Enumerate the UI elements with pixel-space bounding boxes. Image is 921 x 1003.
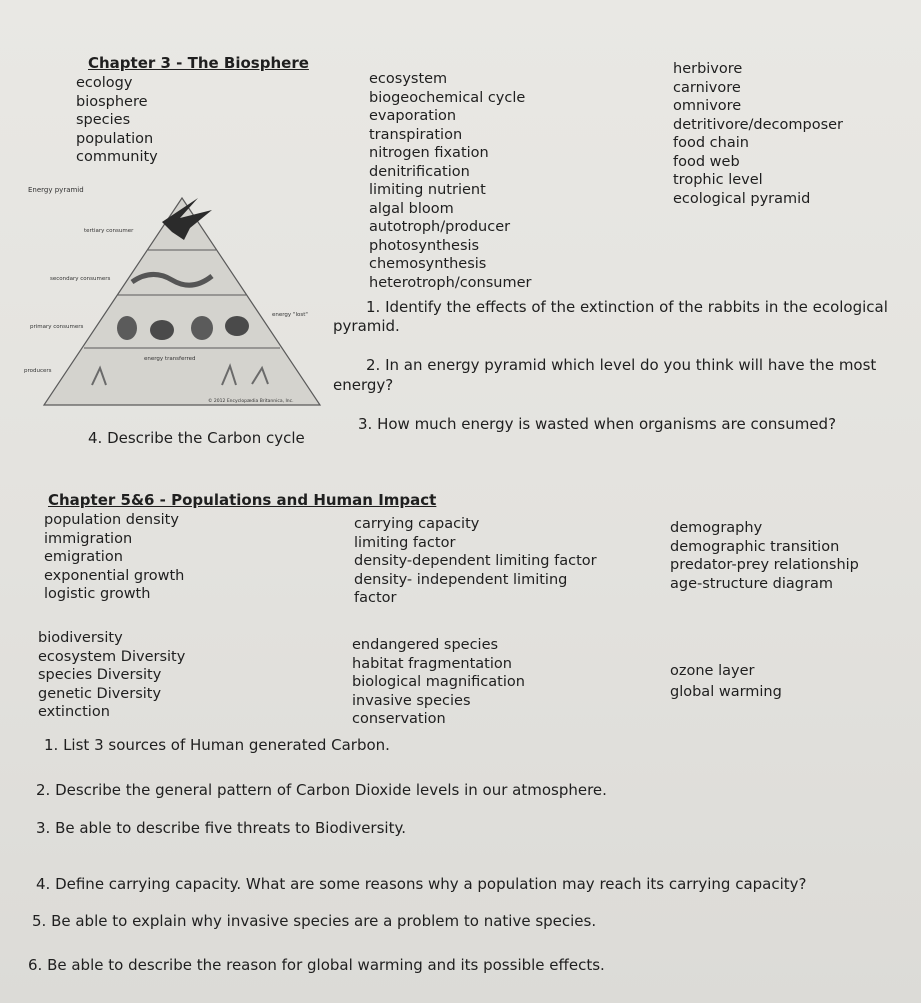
ch56-question-3: 3. Be able to describe five threats to Biodiversity. <box>36 819 406 837</box>
term: ecology <box>76 75 133 91</box>
ch3-terms-col3 <box>673 60 843 208</box>
term: predator-prey relationship <box>670 557 859 573</box>
term: heterotroph/consumer <box>369 274 532 291</box>
copyright-label: © 2012 Encyclopædia Britannica, Inc. <box>208 399 294 404</box>
term: factor <box>354 590 397 606</box>
term: conservation <box>352 711 446 727</box>
ch3-question-3: 3. How much energy is wasted when organisms are consumed? <box>358 415 837 433</box>
pyramid-level-label: secondary consumers <box>50 276 111 282</box>
term: food web <box>673 153 740 170</box>
term: extinction <box>38 704 110 720</box>
term: photosynthesis <box>369 237 480 254</box>
term: density-dependent limiting factor <box>354 553 597 569</box>
term: species <box>76 112 131 128</box>
ch3-question-1-cont: pyramid. <box>333 317 400 335</box>
term: population density <box>44 512 179 528</box>
ch56-terms-col4 <box>38 629 185 722</box>
term: algal bloom <box>369 200 454 217</box>
term: transpiration <box>369 126 463 143</box>
term: invasive species <box>352 692 471 709</box>
term: ecosystem Diversity <box>38 648 186 665</box>
ch56-question-1: 1. List 3 sources of Human generated Carbon. <box>44 736 390 754</box>
term: carrying capacity <box>354 516 480 532</box>
term: biosphere <box>76 93 148 110</box>
rabbit-icon <box>225 316 249 336</box>
ch56-question-5: 5. Be able to explain why invasive species are a problem to native species. <box>32 912 597 930</box>
term: exponential growth <box>44 567 185 584</box>
term: habitat fragmentation <box>352 655 512 672</box>
term: ecological pyramid <box>673 190 811 207</box>
rabbit-icon <box>150 320 174 340</box>
term: trophic level <box>673 172 763 188</box>
pyramid-level-label: producers <box>24 368 52 374</box>
ch56-terms-col2 <box>354 515 597 608</box>
term: biogeochemical cycle <box>369 89 526 106</box>
term: global warming <box>670 684 782 700</box>
term: detritivore/decomposer <box>673 116 844 133</box>
energy-lost-label: energy "lost" <box>272 312 308 318</box>
term: limiting nutrient <box>369 182 486 198</box>
term: limiting factor <box>354 534 456 551</box>
ch56-question-2: 2. Describe the general pattern of Carbon Dioxide levels in our atmosphere. <box>36 781 607 799</box>
term: genetic Diversity <box>38 685 162 702</box>
term: denitrification <box>369 163 470 180</box>
ch3-terms-col1 <box>76 74 158 167</box>
term: density- independent limiting <box>354 571 568 588</box>
term: ozone layer <box>670 663 755 679</box>
rabbit-icon <box>117 316 137 340</box>
term: emigration <box>44 549 123 565</box>
rabbit-icon <box>191 316 213 340</box>
term: community <box>76 149 158 165</box>
term: demography <box>670 520 763 536</box>
ch3-question-2-cont: energy? <box>333 376 394 394</box>
term: food chain <box>673 135 749 151</box>
ch56-terms-col3 <box>670 519 859 593</box>
term: immigration <box>44 530 133 547</box>
term: endangered species <box>352 637 499 653</box>
pyramid-title: Energy pyramid <box>28 186 84 194</box>
ch56-question-6: 6. Be able to describe the reason for global warming and its possible effects. <box>28 956 605 974</box>
term: ecosystem <box>369 71 448 87</box>
pyramid-level-label: primary consumers <box>30 324 84 330</box>
ch56-terms-col1 <box>44 511 184 604</box>
term: species Diversity <box>38 667 162 683</box>
term: demographic transition <box>670 538 840 555</box>
ch3-question-4: 4. Describe the Carbon cycle <box>88 429 305 447</box>
energy-transferred-label: energy transferred <box>144 356 196 362</box>
term: biological magnification <box>352 674 525 690</box>
term: omnivore <box>673 98 742 114</box>
term: age-structure diagram <box>670 575 833 592</box>
term: nitrogen fixation <box>369 145 489 161</box>
ch3-terms-col2 <box>369 70 532 292</box>
ch56-terms-col5 <box>352 636 525 729</box>
ch3-question-2: 2. In an energy pyramid which level do you think will have the most <box>366 356 877 374</box>
ch56-question-4: 4. Define carrying capacity. What are some reasons why a population may reach its carrying capacity? <box>36 875 807 893</box>
term: evaporation <box>369 108 457 124</box>
chapter3-title: Chapter 3 - The Biosphere <box>88 54 309 72</box>
chapter56-title: Chapter 5&6 - Populations and Human Impact <box>48 491 437 509</box>
term: herbivore <box>673 61 743 77</box>
term: biodiversity <box>38 630 123 646</box>
term: logistic growth <box>44 586 151 602</box>
term: carnivore <box>673 79 741 96</box>
energy-pyramid-diagram <box>22 170 342 415</box>
pyramid-level-label: tertiary consumer <box>84 228 134 234</box>
term: population <box>76 130 154 147</box>
term: autotroph/producer <box>369 219 511 235</box>
ch3-question-1: 1. Identify the effects of the extinction of the rabbits in the ecological <box>366 298 888 316</box>
term: chemosynthesis <box>369 256 487 272</box>
ch56-terms-col6 <box>670 661 782 703</box>
